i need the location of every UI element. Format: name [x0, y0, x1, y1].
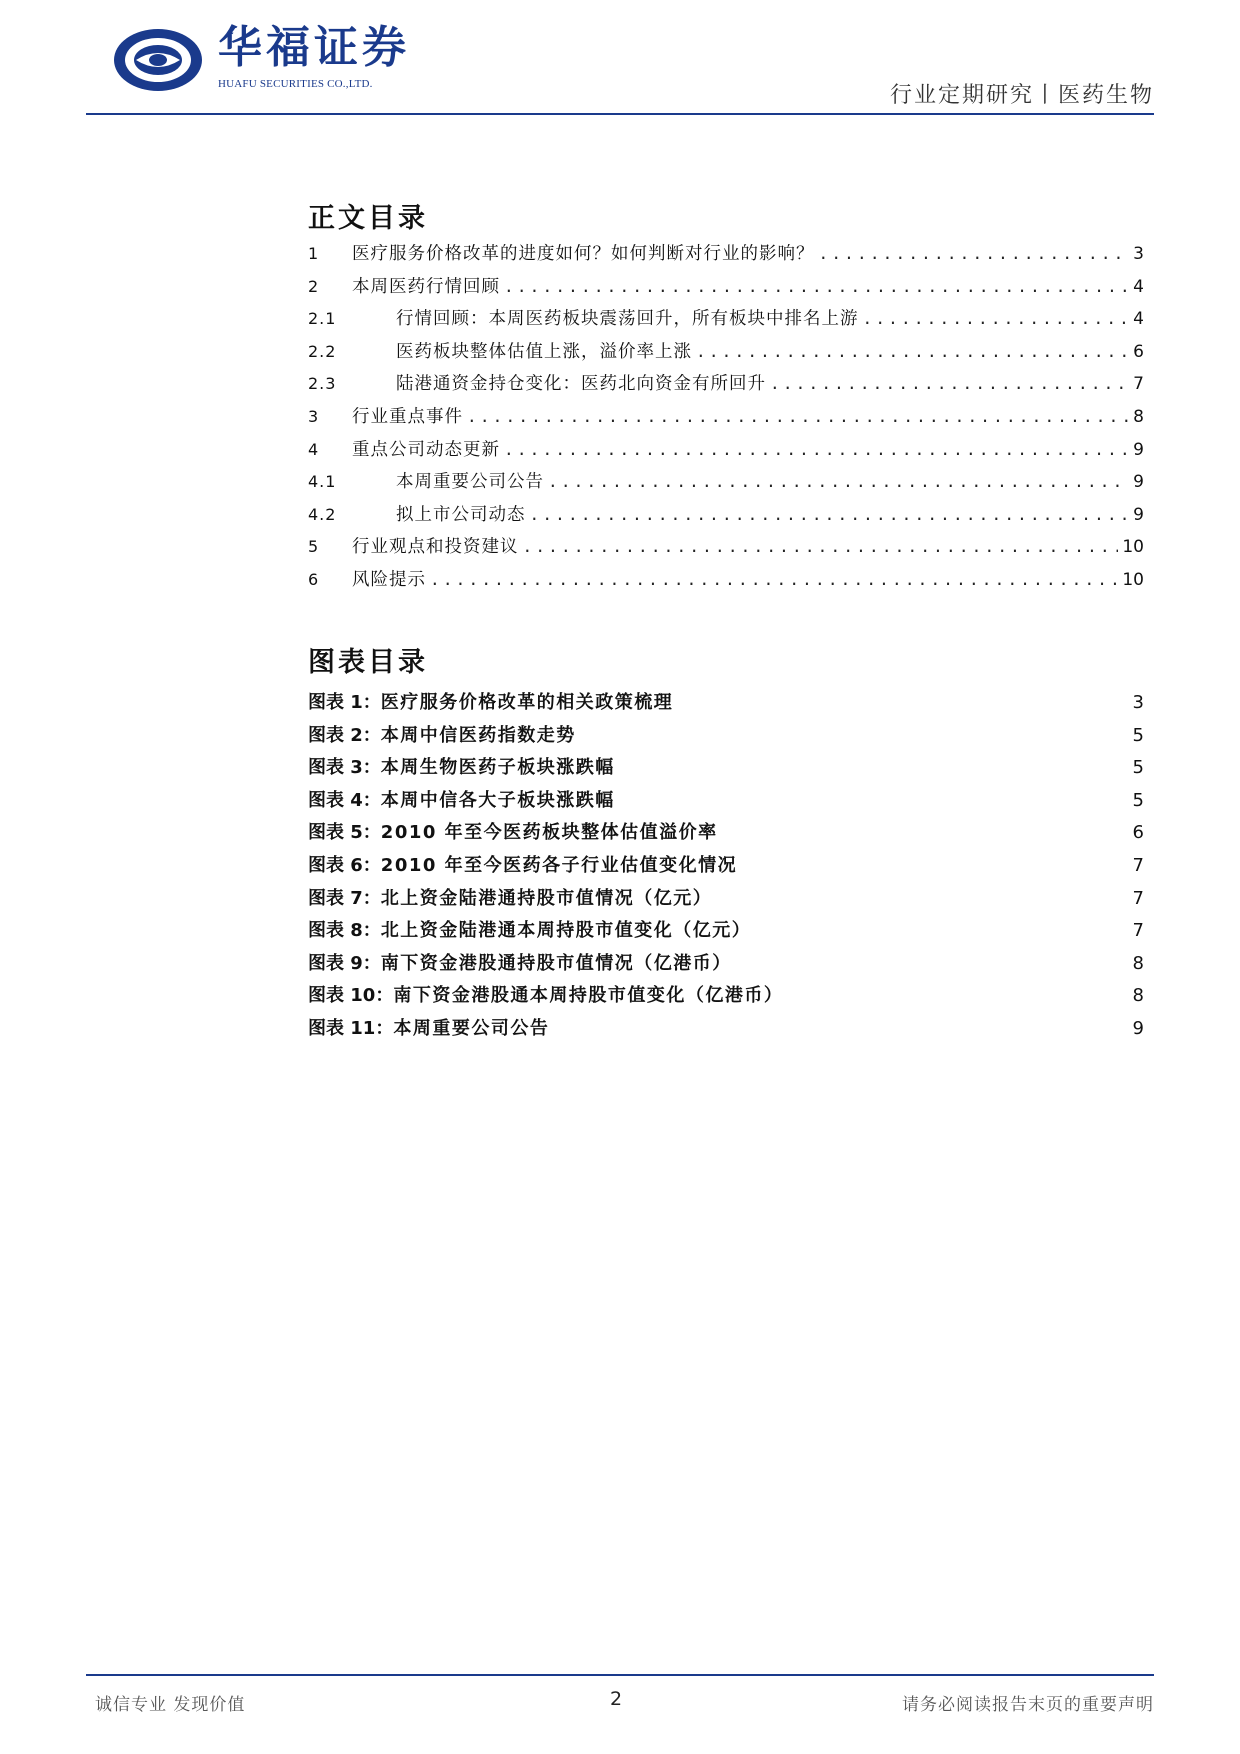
footer-divider: [86, 1674, 1154, 1676]
footer-slogan: 诚信专业 发现价值: [95, 1695, 246, 1715]
header-divider: [86, 113, 1154, 115]
huafu-logo-icon: [112, 26, 204, 94]
figure-list-title: 图表目录: [308, 647, 428, 678]
toc-item[interactable]: 4.1 本周重要公司公告 ..... 9: [308, 468, 1144, 501]
figure-item[interactable]: 图表 5： 2010 年至今医药板块整体估值溢价率 6: [308, 822, 1144, 844]
toc-item[interactable]: 2.2 医药板块整体估值上涨，溢价率上涨 ..... 6: [308, 338, 1144, 371]
toc-list: [308, 240, 1144, 599]
company-name-cn: 华福证券: [218, 22, 410, 73]
toc-title: 正文目录: [308, 203, 428, 234]
figure-item[interactable]: 图表 9： 南下资金港股通持股市值情况（亿港币） 8: [308, 952, 1144, 974]
company-name-en: HUAFU SECURITIES CO.,LTD.: [218, 78, 373, 90]
figure-item[interactable]: 图表 4： 本周中信各大子板块涨跌幅 5: [308, 789, 1144, 811]
toc-item[interactable]: 4.2 拟上市公司动态 ..... 9: [308, 501, 1144, 534]
page-number: 2: [610, 1688, 623, 1710]
figure-item[interactable]: 图表 8： 北上资金陆港通本周持股市值变化（亿元） 7: [308, 920, 1144, 942]
toc-item[interactable]: 2.1 行情回顾：本周医药板块震荡回升，所有板块中排名上游 ..... 4: [308, 305, 1144, 338]
figure-item[interactable]: 图表 10： 南下资金港股通本周持股市值变化（亿港币） 8: [308, 985, 1144, 1007]
figure-item[interactable]: 图表 11： 本周重要公司公告 9: [308, 1017, 1144, 1039]
toc-item[interactable]: 6 风险提示 ..... 10: [308, 566, 1144, 599]
report-category-tag: 行业定期研究丨医药生物: [889, 83, 1154, 108]
figure-item[interactable]: 图表 6： 2010 年至今医药各子行业估值变化情况 7: [308, 854, 1144, 876]
figure-item[interactable]: 图表 1： 医疗服务价格改革的相关政策梳理 3: [308, 692, 1144, 713]
toc-item[interactable]: 3 行业重点事件 ..... 8: [308, 403, 1144, 436]
toc-item[interactable]: 1 医疗服务价格改革的进度如何？如何判断对行业的影响？ ..... 3: [308, 240, 1144, 273]
figure-list: [308, 688, 1144, 1047]
page-header: [0, 0, 1240, 120]
toc-item[interactable]: 2.3 陆港通资金持仓变化：医药北向资金有所回升 ..... 7: [308, 370, 1144, 403]
figure-item[interactable]: 图表 7： 北上资金陆港通持股市值情况（亿元） 7: [308, 887, 1144, 909]
toc-item[interactable]: 2 本周医药行情回顾 ..... 4: [308, 273, 1144, 306]
toc-item[interactable]: 5 行业观点和投资建议 ..... 10: [308, 533, 1144, 566]
figure-item[interactable]: 图表 3： 本周生物医药子板块涨跌幅 5: [308, 757, 1144, 779]
figure-item[interactable]: 图表 2： 本周中信医药指数走势 5: [308, 724, 1144, 746]
footer-disclaimer: 请务必阅读报告末页的重要声明: [902, 1695, 1154, 1715]
toc-item[interactable]: 4 重点公司动态更新 ..... 9: [308, 436, 1144, 469]
